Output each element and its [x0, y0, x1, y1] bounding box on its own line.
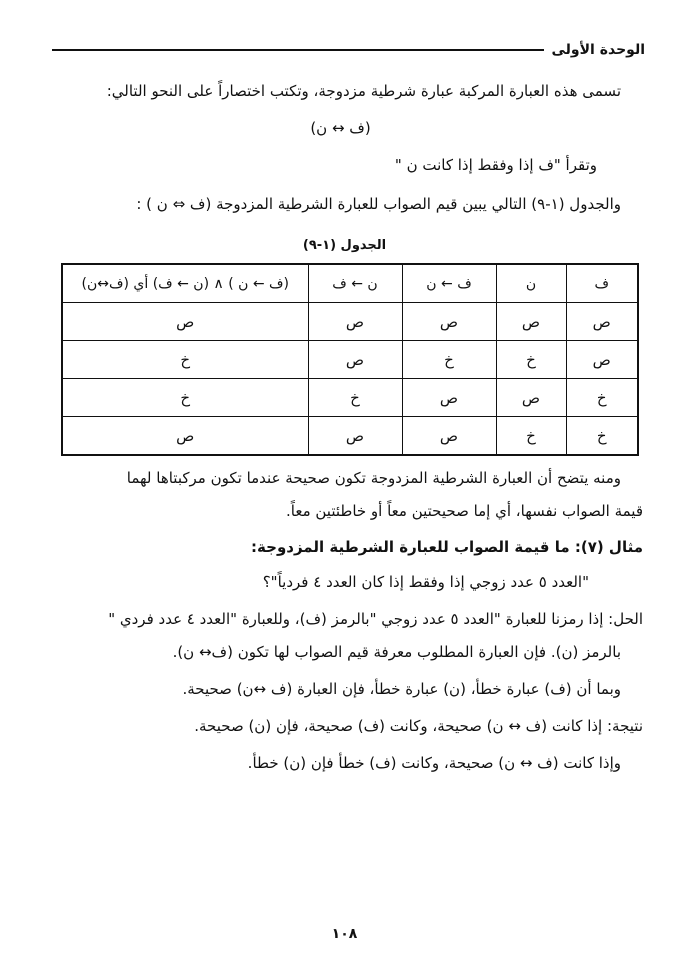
table-cell: ص [402, 303, 496, 341]
header-p: ف [566, 264, 638, 303]
page-number: ١٠٨ [331, 926, 358, 942]
truth-table [61, 263, 639, 456]
table-cell: خ [402, 341, 496, 379]
table-cell: ص [566, 341, 638, 379]
intro-line-3: والجدول (١-٩) التالي يبين قيم الصواب للعبارة الشرطية المزدوجة (ف ⇔ ن ) : [136, 195, 621, 213]
explanation-line-2: قيمة الصواب نفسها، أي إما صحيحتين معاً أو خاطئتين معاً. [286, 502, 643, 520]
header-p-implies-q: ف ← ن [402, 264, 496, 303]
header-biconditional: (ف ← ن ) ∧ (ن ← ف) أي (ف↔ن) [62, 264, 308, 303]
table-cell: ص [402, 379, 496, 417]
table-cell: خ [62, 379, 308, 417]
solution-line-1: الحل: إذا رمزنا للعبارة "العدد ٥ عدد زوجي "بالرمز (ف)، وللعبارة "العدد ٤ عدد فردي " [108, 610, 643, 628]
table-cell: ص [308, 341, 402, 379]
table-cell: خ [496, 417, 566, 456]
table-cell: ص [496, 379, 566, 417]
table-cell: خ [62, 341, 308, 379]
table-cell: ص [62, 303, 308, 341]
table-cell: ص [402, 417, 496, 456]
solution-line-3: وبما أن (ف) عبارة خطأ، (ن) عبارة خطأ، فإن العبارة (ف ↔ن) صحيحة. [182, 680, 621, 698]
table-cell: ص [308, 417, 402, 456]
table-cell: ص [308, 303, 402, 341]
table-row [62, 341, 638, 379]
table-cell: ص [566, 303, 638, 341]
header-rule [52, 49, 544, 51]
table-cell: خ [566, 379, 638, 417]
table-cell: خ [496, 341, 566, 379]
page-header [52, 38, 645, 62]
biconditional-formula: (ف ↔ ن) [310, 119, 371, 137]
intro-line-1: تسمى هذه العبارة المركبة عبارة شرطية مزدوجة، وتكتب اختصاراً على النحو التالي: [106, 82, 621, 100]
header-q: ن [496, 264, 566, 303]
header-q-implies-p: ن ← ف [308, 264, 402, 303]
table-caption: الجدول (١-٩) [302, 238, 387, 253]
table-cell: ص [62, 417, 308, 456]
unit-title: الوحدة الأولى [551, 42, 645, 58]
solution-line-2: بالرمز (ن). فإن العبارة المطلوب معرفة قيم الصواب لها تكون (ف↔ ن). [172, 643, 621, 661]
truth-table-header-row [62, 264, 638, 303]
example-title: مثال (٧): ما قيمة الصواب للعبارة الشرطية المزدوجة: [251, 538, 643, 556]
table-cell: ص [496, 303, 566, 341]
table-row [62, 417, 638, 456]
result-line-1: نتيجة: إذا كانت (ف ↔ ن) صحيحة، وكانت (ف) صحيحة، فإن (ن) صحيحة. [194, 717, 643, 735]
intro-line-2: وتقرأ "ف إذا وفقط إذا كانت ن " [394, 156, 597, 174]
result-line-2: وإذا كانت (ف ↔ ن) صحيحة، وكانت (ف) خطأ فإن (ن) خطأ. [247, 754, 621, 772]
table-row [62, 303, 638, 341]
explanation-line-1: ومنه يتضح أن العبارة الشرطية المزدوجة تكون صحيحة عندما تكون مركبتاها لهما [126, 469, 621, 487]
example-statement: "العدد ٥ عدد زوجي إذا وفقط إذا كان العدد ٤ فردياً"؟ [262, 573, 589, 591]
table-row [62, 379, 638, 417]
table-cell: خ [308, 379, 402, 417]
table-cell: خ [566, 417, 638, 456]
